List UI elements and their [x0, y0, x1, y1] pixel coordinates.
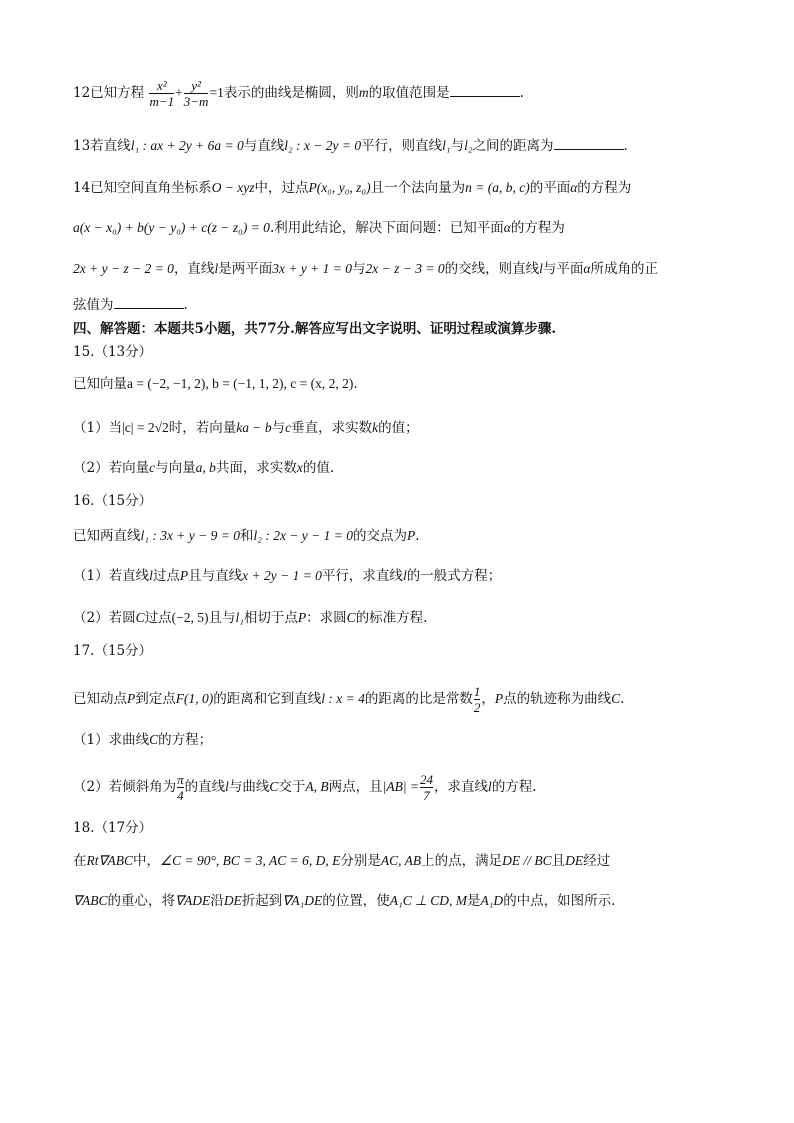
- question-18-heading: 18.（17分）: [73, 820, 153, 836]
- fraction-pi-over-4: $\frac{\pi}{4}$: [177, 772, 184, 803]
- question-17-heading: 17.（15分）: [73, 643, 153, 659]
- question-17-given: 已知动点P到定点F(1, 0)的距离和它到直线l : x = 4的距离的比是常数 $\frac{1}{2}$ ，P点的轨迹称为曲线C.: [73, 684, 625, 715]
- question-15-given: 已知向量a = (−2, −1, 2), b = (−1, 1, 2), c = (x, 2, 2).: [73, 376, 358, 392]
- answer-blank-13[interactable]: [554, 135, 624, 150]
- question-17-part-2: （2）若倾斜角为 $\frac{\pi}{4}$ 的直线l与曲线C交于A, B两点，且|AB| = $\frac{24}{7}$ ，求直线l的方程.: [73, 772, 537, 803]
- question-14-line-2: a(x − x₀) + b(y − y₀) + c(z − z₀) = 0.利用此结论，解决下面问题：已知平面α的方程为: [73, 220, 565, 236]
- question-14-line-1: 14已知空间直角坐标系O − xyz中，过点P(x₀, y₀, z₀)且一个法向量为n = (a, b, c)的平面α的方程为: [73, 180, 632, 196]
- question-15-part-2: （2）若向量c与向量a, b共面，求实数x的值.: [73, 460, 335, 476]
- question-14-line-3: 2x + y − z − 2 = 0，直线l是两平面3x + y + 1 = 0与2x − z − 3 = 0的交线，则直线l与平面α所成角的正: [73, 261, 658, 277]
- question-15-heading: 15.（13分）: [73, 344, 153, 360]
- question-12: 12已知方程 $\frac{\text{x²}}{m-1}$ + $\frac{\text{y²}}{3-m}$ =1表示的曲线是椭圆，则m的取值范围是 .: [73, 78, 524, 109]
- question-14-line-4: 弦值为 .: [73, 294, 188, 315]
- fraction-x2-over-m-1: $\frac{\text{x²}}{m-1}$: [149, 78, 175, 109]
- section-4-heading: 四、解答题：本题共5小题，共77分.解答应写出文字说明、证明过程或演算步骤.: [73, 321, 557, 337]
- answer-blank-14[interactable]: [114, 294, 184, 309]
- question-15-part-1: （1）当|c| = 2√2时，若向量ka − b与c垂直，求实数k的值；: [73, 420, 419, 436]
- answer-blank-12[interactable]: [450, 82, 520, 97]
- question-13: 13若直线l₁ : ax + 2y + 6a = 0与直线l₂ : x − 2y = 0平行，则直线l₁与l₂之间的距离为 .: [73, 135, 628, 156]
- question-16-part-1: （1）若直线l过点P且与直线x + 2y − 1 = 0平行，求直线l的一般式方程；: [73, 568, 502, 584]
- fraction-one-half: $\frac{1}{2}$: [473, 684, 481, 715]
- question-17-part-1: （1）求曲线C的方程；: [73, 732, 213, 748]
- fraction-y2-over-3-m: $\frac{\text{y²}}{3-m}$: [183, 78, 209, 109]
- question-18-line-1: 在Rt∇ABC中，∠C = 90°, BC = 3, AC = 6, D, E分别是AC, AB上的点，满足DE // BC且DE经过: [73, 853, 611, 869]
- question-18-line-2: ∇ABC的重心，将∇ADE沿DE折起到∇A₁DE的位置，使A₁C ⊥ CD, M是A₁D的中点，如图所示.: [73, 893, 616, 909]
- fraction-24-over-7: $\frac{24}{7}$: [420, 772, 434, 803]
- question-16-heading: 16.（15分）: [73, 493, 153, 509]
- question-16-part-2: （2）若圆C过点(−2, 5)且与l₁相切于点P：求圆C的标准方程.: [73, 610, 428, 626]
- question-16-given: 已知两直线l₁ : 3x + y − 9 = 0和l₂ : 2x − y − 1 = 0的交点为P.: [73, 528, 420, 544]
